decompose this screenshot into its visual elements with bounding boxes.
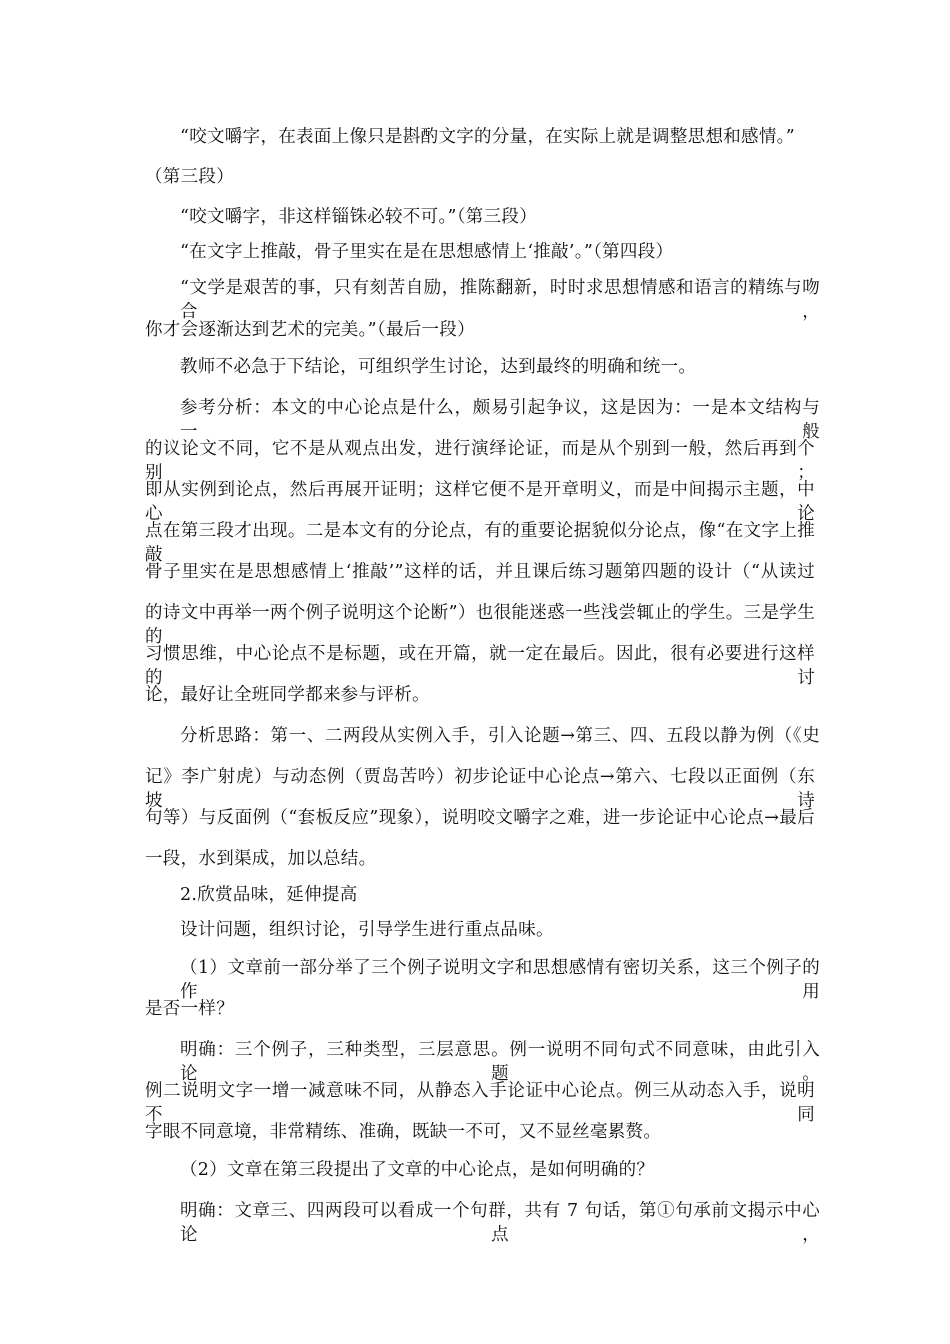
text-line: 骨子里实在是思想感情上‘推敲’”这样的话，并且课后练习题第四题的设计（“从读过 <box>145 562 815 582</box>
text-line: 你才会逐渐达到艺术的完美。”（最后一段） <box>145 320 475 340</box>
text-line: 论，最好让全班同学都来参与评析。 <box>145 685 430 705</box>
text-line: 的诗文中再举一两个例子说明这个论断”）也很能迷惑一些浅尝辄止的学生。三是学生的 <box>145 603 815 647</box>
text-line: “咬文嚼字，非这样锱铢必较不可。”（第三段） <box>180 207 537 227</box>
text-line: 2.欣赏品味，延伸提高 <box>180 885 358 905</box>
text-line: 明确：三个例子，三种类型，三层意思。例一说明不同句式不同意味，由此引入论题。 <box>180 1040 820 1084</box>
text-line: 点在第三段才出现。二是本文有的分论点，有的重要论据貌似分论点，像“在文字上推敲 <box>145 521 815 565</box>
text-line: （2）文章在第三段提出了文章的中心论点，是如何明确的？ <box>180 1160 655 1180</box>
text-line: 一段，水到渠成，加以总结。 <box>145 849 377 869</box>
text-line: （第三段） <box>145 167 234 187</box>
text-line: 例二说明文字一增一减意味不同，从静态入手论证中心论点。例三从动态入手，说明不同 <box>145 1081 815 1125</box>
text-line: “在文字上推敲，骨子里实在是在思想感情上‘推敲’。”（第四段） <box>180 242 674 262</box>
text-line: 明确：文章三、四两段可以看成一个句群，共有 7 句话，第①句承前文揭示中心论点， <box>180 1201 820 1245</box>
text-line: 分析思路：第一、二两段从实例入手，引入论题→第三、四、五段以静为例（《史 <box>180 726 820 746</box>
text-line: 设计问题，组织讨论，引导学生进行重点品味。 <box>180 920 554 940</box>
text-line: 记》李广射虎）与动态例（贾岛苦吟）初步论证中心论点→第六、七段以正面例（东坡诗 <box>145 767 815 811</box>
text-line: 是否一样？ <box>145 999 234 1019</box>
text-line: 句等）与反面例（“套板反应”现象），说明咬文嚼字之难，进一步论证中心论点→最后 <box>145 808 815 828</box>
text-line: “文学是艰苦的事，只有刻苦自励，推陈翻新，时时求思想情感和语言的精练与吻合， <box>180 278 820 322</box>
text-line: “咬文嚼字，在表面上像只是斟酌文字的分量，在实际上就是调整思想和感情。” <box>180 127 795 147</box>
text-line: （1）文章前一部分举了三个例子说明文字和思想感情有密切关系，这三个例子的作用 <box>180 958 820 1002</box>
text-line: 的议论文不同，它不是从观点出发，进行演绎论证，而是从个别到一般，然后再到个别； <box>145 439 815 483</box>
text-line: 习惯思维，中心论点不是标题，或在开篇，就一定在最后。因此，很有必要进行这样的讨 <box>145 644 815 688</box>
text-line: 即从实例到论点，然后再展开证明；这样它便不是开章明义，而是中间揭示主题，中心论 <box>145 480 815 524</box>
text-line: 参考分析：本文的中心论点是什么，颇易引起争议，这是因为：一是本文结构与一般 <box>180 398 820 442</box>
text-line: 教师不必急于下结论，可组织学生讨论，达到最终的明确和统一。 <box>180 357 697 377</box>
text-line: 字眼不同意境，非常精练、准确，既缺一不可，又不显丝毫累赘。 <box>145 1122 662 1142</box>
